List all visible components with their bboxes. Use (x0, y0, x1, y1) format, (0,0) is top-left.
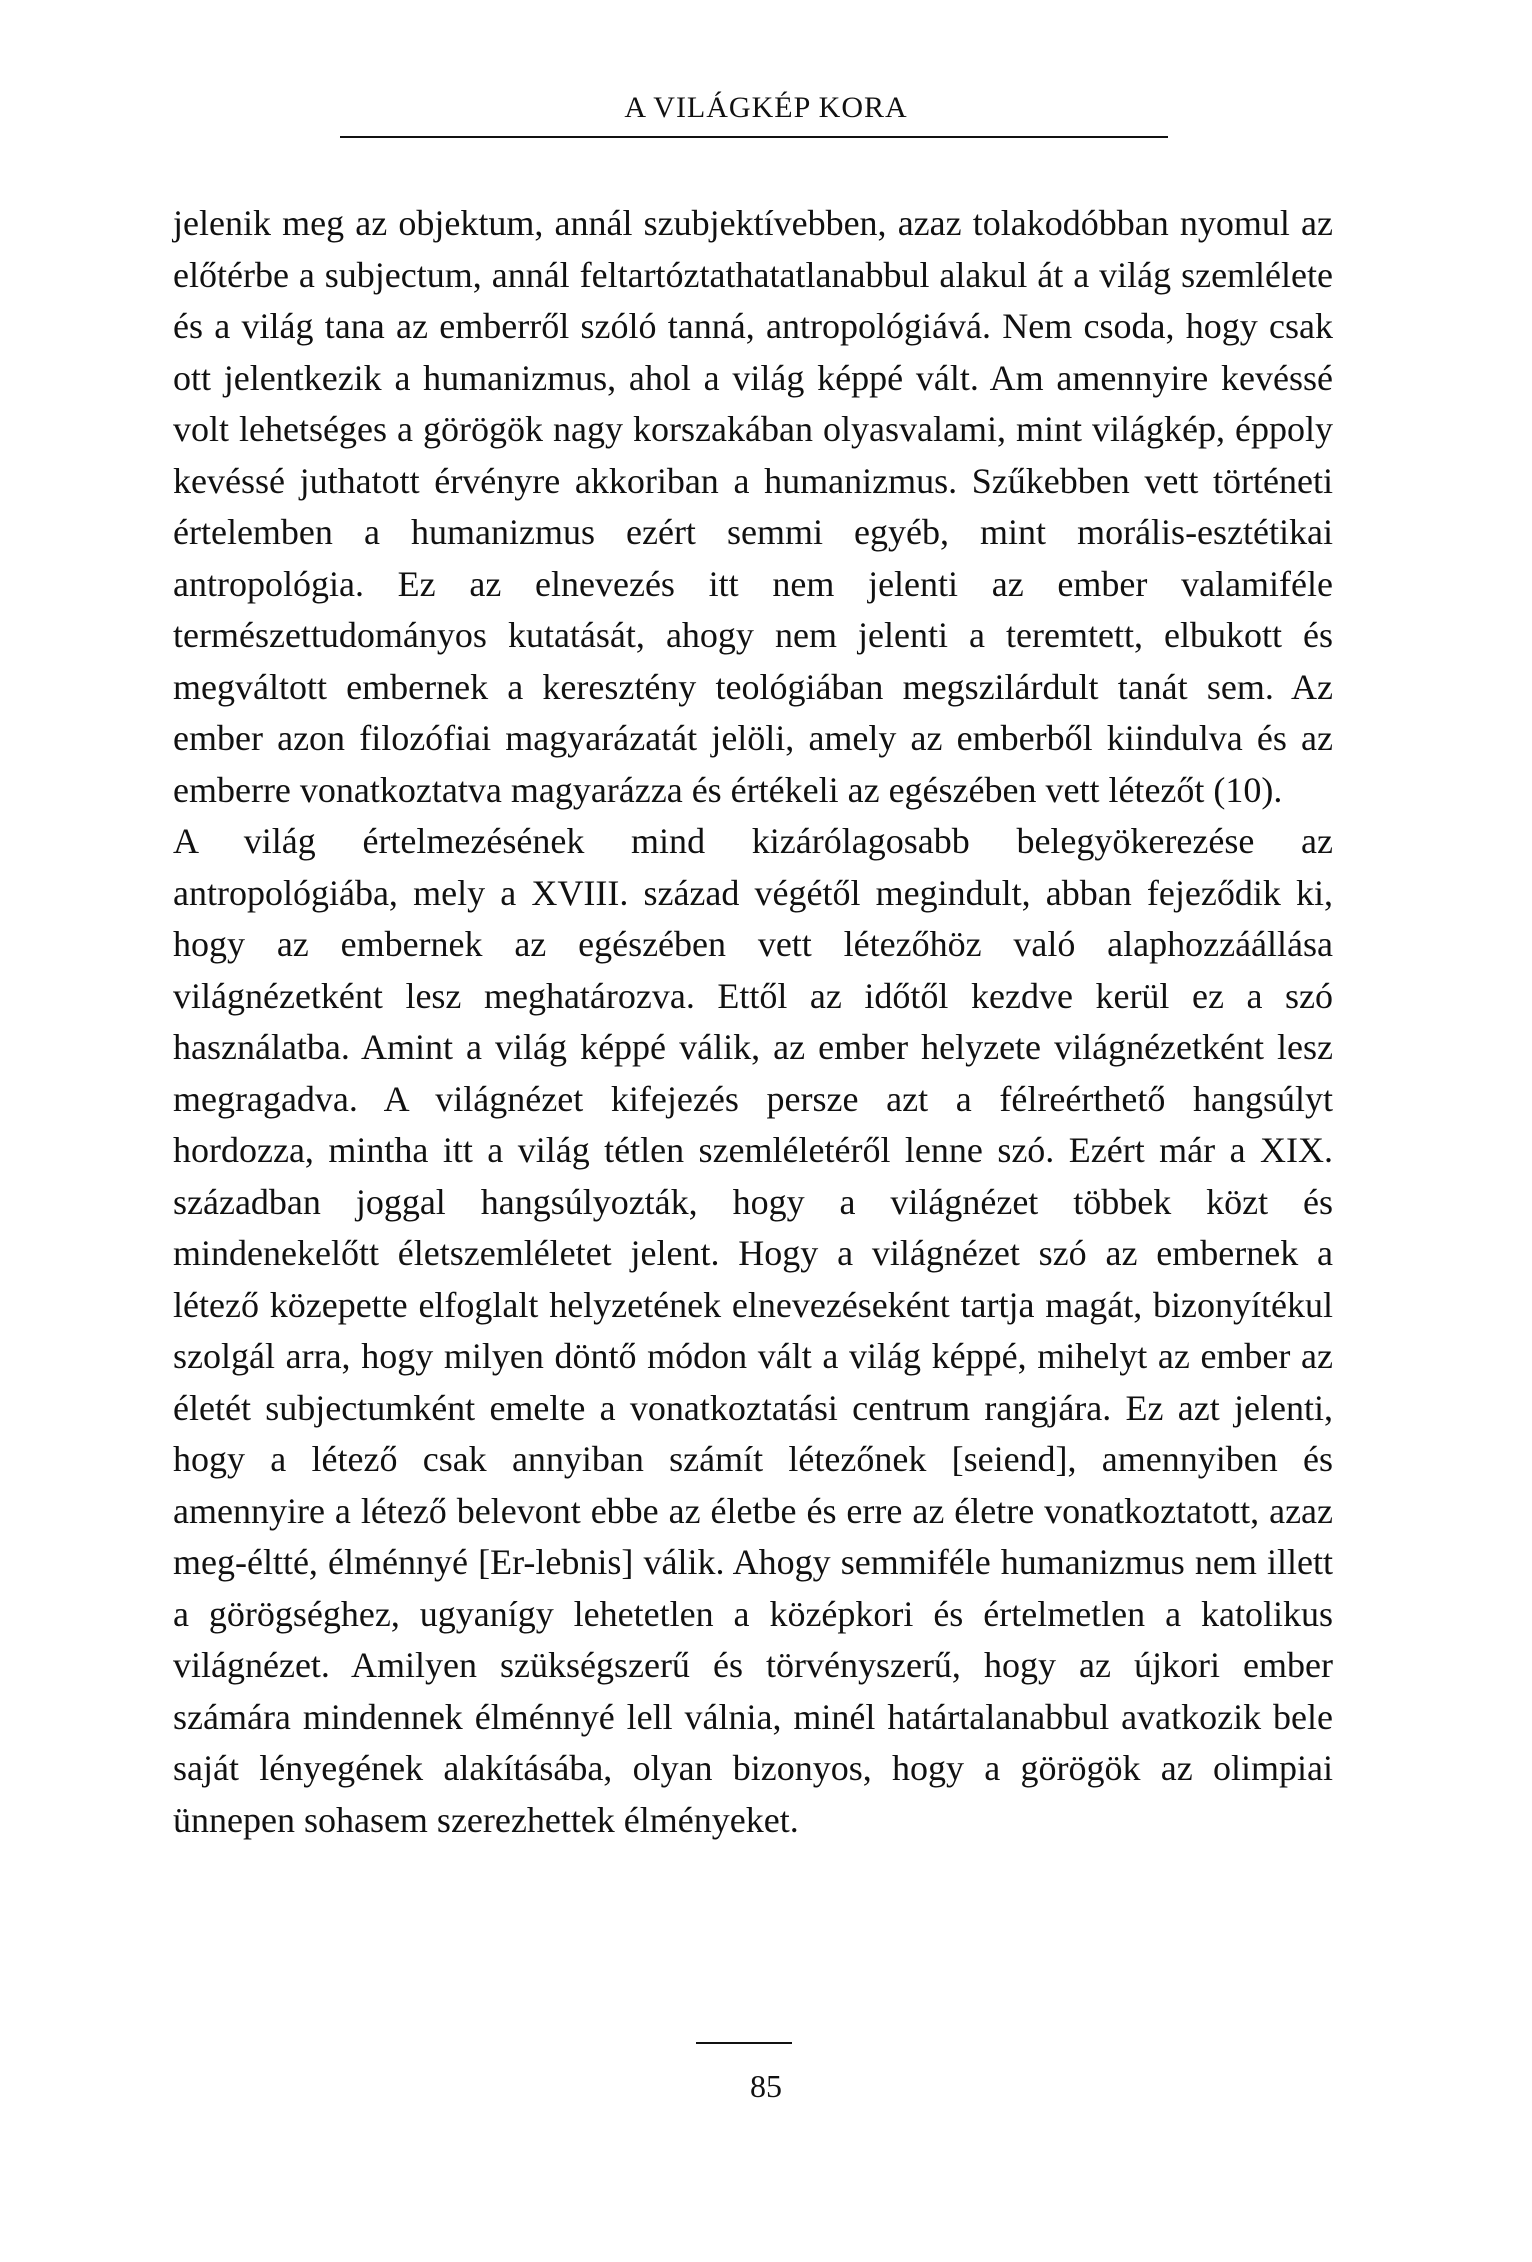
paragraph-2: A világ értelmezésének mind kizárólagosabb belegyökerezése az antropológiába, mely a XVIII. század végétől megindult, abban fejeződik ki, hogy az embernek az egészében vett létezőhöz való alaphozzáállása világnézetként lesz meghatározva. Ettől az időtől kezdve kerül ez a szó használatba. Amint a világ képpé válik, az ember helyzete világnézetként lesz megragadva. A világnézet kifejezés persze azt a félreérthető hangsúlyt hordozza, mintha itt a világ tétlen szemléletéről lenne szó. Ezért már a XIX. században joggal hangsúlyozták, hogy a világnézet többek közt és mindenekelőtt életszemléletet jelent. Hogy a világnézet szó az embernek a létező közepette elfoglalt helyzetének elnevezéseként tartja magát, bizonyítékul szolgál arra, hogy milyen döntő módon vált a világ képpé, mihelyt az ember az életét subjectumként emelte a vonatkoztatási centrum rangjára. Ez azt jelenti, hogy a létező csak annyiban számít létezőnek [seiend], amennyiben és amennyire a létező belevont ebbe az életbe és erre az életre vonatkoztatott, azaz meg-éltté, élménnyé [Er-lebnis] válik. Ahogy semmiféle humanizmus nem illett a görögséghez, ugyanígy lehetetlen a középkori és értelmetlen a katolikus világnézet. Amilyen szükségszerű és törvényszerű, hogy az újkori ember számára mindennek élménnyé lell válnia, minél határtalanabbul avatkozik bele saját lényegének alakításába, olyan bizonyos, hogy a görögök az olimpiai ünnepen sohasem szerezhettek élményeket. (173, 821, 1333, 1840)
page-number: 85 (750, 2068, 782, 2104)
paragraph-1: jelenik meg az objektum, annál szubjektívebben, azaz tolakodóbban nyomul az előtérbe a subjectum, annál feltartóztathatatlanabbul alakul át a világ szemlélete és a világ tana az emberről szóló tanná, antropológiává. Nem csoda, hogy csak ott jelentkezik a humanizmus, ahol a világ képpé vált. Am amennyire kevéssé volt lehetséges a görögök nagy korszakában olyasvalami, mint világkép, éppoly kevéssé juthatott érvényre akkoriban a humanizmus. Szűkebben vett történeti értelemben a humanizmus ezért semmi egyéb, mint morális-esztétikai antropológia. Ez az elnevezés itt nem jelenti az ember valamiféle természettudományos kutatását, ahogy nem jelenti a teremtett, elbukott és megváltott embernek a keresztény teológiában megszilárdult tanát sem. Az ember azon filozófiai magyarázatát jelöli, amely az emberből kiindulva és az emberre vonatkoztatva magyarázza és értékeli az egészében vett létezőt (10). (173, 203, 1333, 810)
header-rule (340, 136, 1168, 138)
page-body (173, 198, 1333, 1846)
page-number-rule (696, 2042, 792, 2044)
running-head: A VILÁGKÉP KORA (624, 91, 908, 124)
